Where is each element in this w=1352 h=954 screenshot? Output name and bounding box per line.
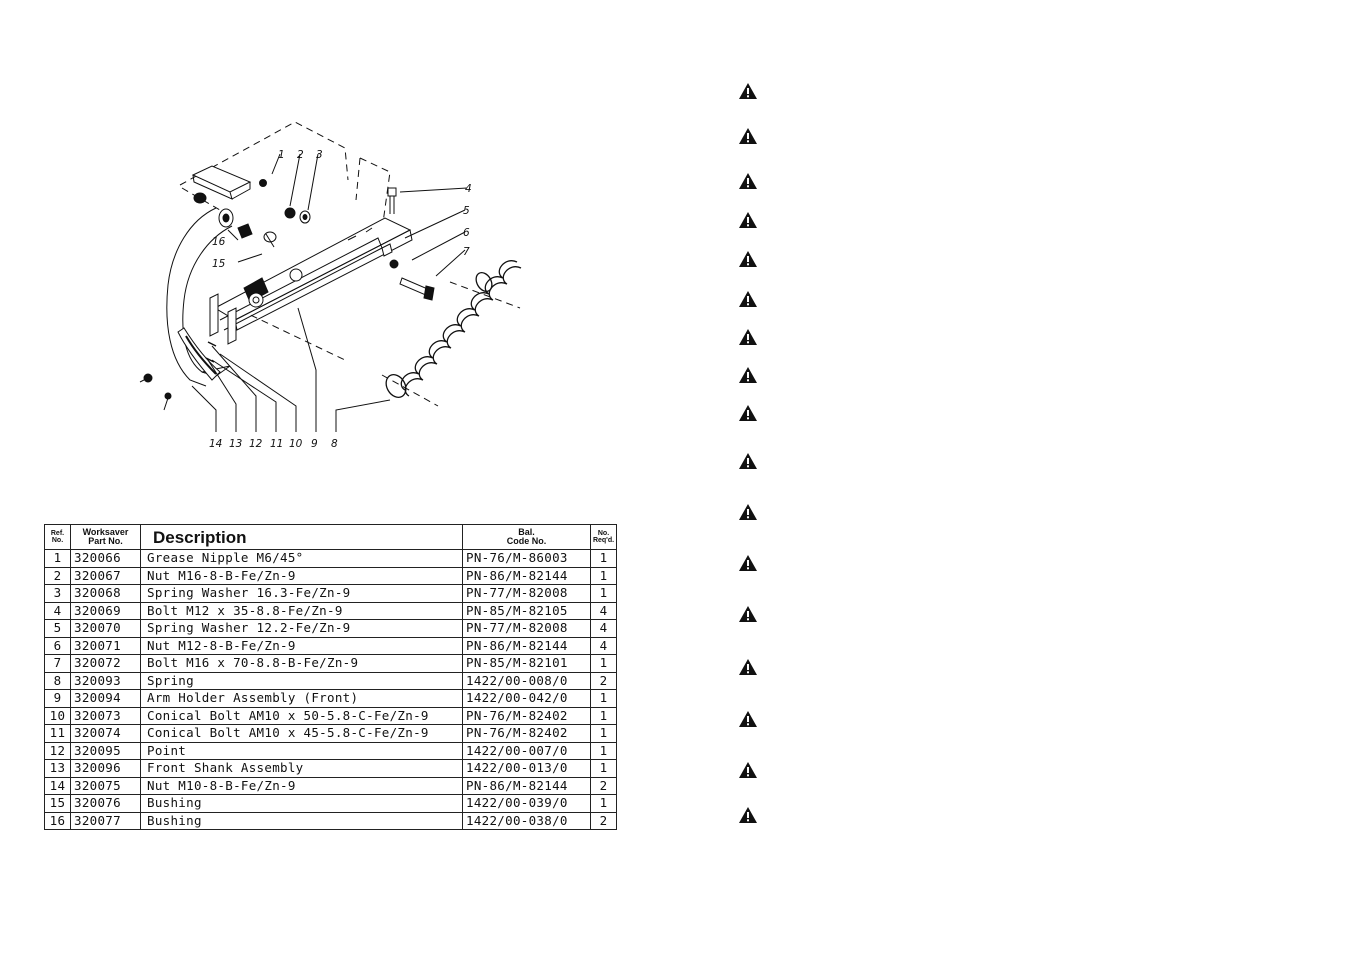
callout-8: 8 (331, 438, 338, 450)
cell-part-no: 320095 (71, 742, 141, 760)
warning-triangle-icon (738, 172, 758, 190)
cell-qty: 1 (591, 760, 617, 778)
cell-description: Nut M12-8-B-Fe/Zn-9 (141, 637, 463, 655)
cell-code-no: PN-77/M-82008 (463, 585, 591, 603)
cell-code-no: 1422/00-008/0 (463, 672, 591, 690)
cell-code-no: 1422/00-038/0 (463, 812, 591, 830)
table-header-row (45, 525, 617, 550)
callout-1: 1 (278, 149, 285, 161)
warning-triangle-icon (738, 250, 758, 268)
cell-code-no: 1422/00-039/0 (463, 795, 591, 813)
cell-part-no: 320069 (71, 602, 141, 620)
cell-part-no: 320077 (71, 812, 141, 830)
cell-code-no: 1422/00-007/0 (463, 742, 591, 760)
table-row (45, 655, 617, 673)
cell-code-no: PN-86/M-82144 (463, 637, 591, 655)
header-description: Description (141, 525, 463, 550)
cell-code-no: 1422/00-013/0 (463, 760, 591, 778)
cell-ref-no: 10 (45, 707, 71, 725)
callout-2: 2 (297, 149, 304, 161)
cell-description: Conical Bolt AM10 x 50-5.8-C-Fe/Zn-9 (141, 707, 463, 725)
table-row (45, 760, 617, 778)
cell-description: Arm Holder Assembly (Front) (141, 690, 463, 708)
callout-13: 13 (229, 438, 243, 450)
warning-triangle-icon (738, 82, 758, 100)
cell-qty: 1 (591, 742, 617, 760)
cell-code-no: PN-77/M-82008 (463, 620, 591, 638)
cell-part-no: 320075 (71, 777, 141, 795)
cell-part-no: 320074 (71, 725, 141, 743)
cell-part-no: 320066 (71, 550, 141, 568)
cell-qty: 4 (591, 637, 617, 655)
cell-description: Bolt M12 x 35-8.8-Fe/Zn-9 (141, 602, 463, 620)
table-row (45, 637, 617, 655)
cell-code-no: PN-76/M-82402 (463, 725, 591, 743)
cell-qty: 2 (591, 672, 617, 690)
header-code-no: Bal. Code No. (463, 525, 591, 550)
callout-4: 4 (465, 183, 472, 195)
table-row (45, 602, 617, 620)
cell-ref-no: 15 (45, 795, 71, 813)
warning-triangle-icon (738, 366, 758, 384)
cell-qty: 1 (591, 550, 617, 568)
cell-ref-no: 2 (45, 567, 71, 585)
cell-code-no: PN-86/M-82144 (463, 777, 591, 795)
cell-qty: 1 (591, 707, 617, 725)
cell-description: Spring (141, 672, 463, 690)
table-row (45, 567, 617, 585)
table-row (45, 812, 617, 830)
warning-triangle-icon (738, 761, 758, 779)
warning-triangle-icon (738, 554, 758, 572)
cell-description: Front Shank Assembly (141, 760, 463, 778)
cell-ref-no: 6 (45, 637, 71, 655)
cell-ref-no: 11 (45, 725, 71, 743)
callout-14: 14 (209, 438, 223, 450)
callout-9: 9 (311, 438, 318, 450)
callout-5: 5 (463, 205, 470, 217)
cell-ref-no: 1 (45, 550, 71, 568)
table-row (45, 585, 617, 603)
parts-diagram (120, 110, 530, 460)
warning-triangle-icon (738, 127, 758, 145)
cell-description: Spring Washer 12.2-Fe/Zn-9 (141, 620, 463, 638)
cell-code-no: PN-85/M-82105 (463, 602, 591, 620)
cell-ref-no: 14 (45, 777, 71, 795)
cell-qty: 1 (591, 567, 617, 585)
cell-ref-no: 7 (45, 655, 71, 673)
table-row (45, 550, 617, 568)
cell-code-no: 1422/00-042/0 (463, 690, 591, 708)
cell-ref-no: 3 (45, 585, 71, 603)
table-row (45, 672, 617, 690)
warning-triangle-icon (738, 290, 758, 308)
table-row (45, 725, 617, 743)
cell-part-no: 320070 (71, 620, 141, 638)
callout-3: 3 (316, 149, 323, 161)
cell-qty: 1 (591, 795, 617, 813)
parts-table-body (45, 550, 617, 830)
warning-triangle-icon (738, 658, 758, 676)
cell-part-no: 320071 (71, 637, 141, 655)
warning-triangle-icon (738, 452, 758, 470)
cell-code-no: PN-76/M-82402 (463, 707, 591, 725)
cell-description: Grease Nipple M6/45° (141, 550, 463, 568)
cell-ref-no: 5 (45, 620, 71, 638)
callout-12: 12 (249, 438, 263, 450)
callout-10: 10 (289, 438, 303, 450)
table-row (45, 742, 617, 760)
warning-triangle-icon (738, 503, 758, 521)
header-ref-no: Ref. No. (45, 525, 71, 550)
cell-ref-no: 16 (45, 812, 71, 830)
cell-part-no: 320094 (71, 690, 141, 708)
cell-part-no: 320067 (71, 567, 141, 585)
cell-part-no: 320072 (71, 655, 141, 673)
cell-description: Bolt M16 x 70-8.8-B-Fe/Zn-9 (141, 655, 463, 673)
cell-code-no: PN-76/M-86003 (463, 550, 591, 568)
table-row (45, 690, 617, 708)
cell-part-no: 320096 (71, 760, 141, 778)
cell-qty: 1 (591, 585, 617, 603)
cell-qty: 1 (591, 690, 617, 708)
cell-ref-no: 4 (45, 602, 71, 620)
table-row (45, 777, 617, 795)
cell-code-no: PN-86/M-82144 (463, 567, 591, 585)
table-row (45, 620, 617, 638)
cell-description: Bushing (141, 812, 463, 830)
cell-part-no: 320068 (71, 585, 141, 603)
callout-6: 6 (463, 227, 470, 239)
table-row (45, 707, 617, 725)
table-row (45, 795, 617, 813)
cell-description: Point (141, 742, 463, 760)
cell-ref-no: 8 (45, 672, 71, 690)
cell-ref-no: 13 (45, 760, 71, 778)
cell-description: Conical Bolt AM10 x 45-5.8-C-Fe/Zn-9 (141, 725, 463, 743)
cell-description: Spring Washer 16.3-Fe/Zn-9 (141, 585, 463, 603)
cell-code-no: PN-85/M-82101 (463, 655, 591, 673)
cell-part-no: 320093 (71, 672, 141, 690)
cell-qty: 2 (591, 812, 617, 830)
cell-part-no: 320073 (71, 707, 141, 725)
parts-table (44, 524, 617, 830)
header-qty: No. Req'd. (591, 525, 617, 550)
cell-qty: 1 (591, 725, 617, 743)
warning-triangle-icon (738, 328, 758, 346)
cell-qty: 1 (591, 655, 617, 673)
callout-7: 7 (463, 246, 470, 258)
callout-15: 15 (212, 258, 226, 270)
warning-triangle-icon (738, 710, 758, 728)
cell-description: Nut M10-8-B-Fe/Zn-9 (141, 777, 463, 795)
warning-triangle-icon (738, 605, 758, 623)
cell-description: Nut M16-8-B-Fe/Zn-9 (141, 567, 463, 585)
cell-qty: 4 (591, 602, 617, 620)
cell-qty: 2 (591, 777, 617, 795)
callout-11: 11 (270, 438, 284, 450)
cell-part-no: 320076 (71, 795, 141, 813)
cell-qty: 4 (591, 620, 617, 638)
warning-triangle-icon (738, 806, 758, 824)
callout-16: 16 (212, 236, 226, 248)
cell-ref-no: 9 (45, 690, 71, 708)
warning-triangle-icon (738, 211, 758, 229)
cell-ref-no: 12 (45, 742, 71, 760)
cell-description: Bushing (141, 795, 463, 813)
header-part-no: Worksaver Part No. (71, 525, 141, 550)
warning-triangle-icon (738, 404, 758, 422)
